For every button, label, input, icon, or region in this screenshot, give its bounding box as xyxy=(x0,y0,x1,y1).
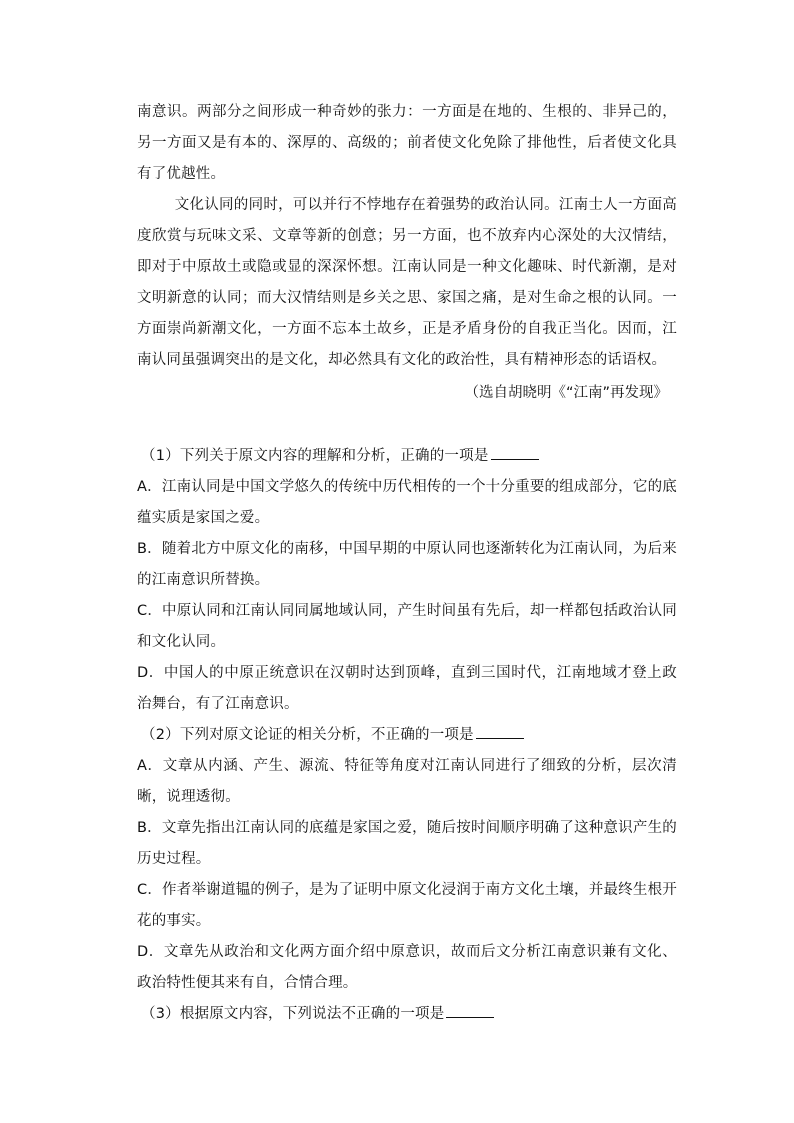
answer-blank xyxy=(476,724,524,739)
question-2-option-b: B．文章先指出江南认同的底蕴是家国之爱，随后按时间顺序明确了这种意识产生的历史过程。 xyxy=(137,820,677,867)
question-2-option-a: A．文章从内涵、产生、源流、特征等角度对江南认同进行了细致的分析，层次清晰，说理透彻。 xyxy=(137,758,677,805)
question-2-text: （2）下列对原文论证的相关分析，不正确的一项是 xyxy=(141,727,474,743)
passage-source: （选自胡晓明《“江南”再发现》 xyxy=(464,385,668,401)
question-1-option-c: C．中原认同和江南认同同属地域认同，产生时间虽有先后，却一样都包括政治认同和文化认同。 xyxy=(137,603,677,650)
question-1-stem xyxy=(137,441,677,472)
answer-blank xyxy=(446,1003,494,1018)
passage-paragraph-2: 文化认同的同时，可以并行不悖地存在着强势的政治认同。江南士人一方面高度欣赏与玩味文采、文章等新的创意；另一方面，也不放弃内心深处的大汉情结，即对于中原故土或隐或显的深深怀想。江南认同是一种文化趣味、时代新潮，是对文明新意的认同；而大汉情结则是乡关之思、家国之痛，是对生命之根的认同。一方面崇尚新潮文化，一方面不忘本土故乡，正是矛盾身份的自我正当化。因而，江南认同虽强调突出的是文化，却必然具有文化的政治性，具有精神形态的话语权。 xyxy=(137,197,677,368)
question-2-option-d: D．文章先从政治和文化两方面介绍中原意识，故而后文分析江南意识兼有文化、政治特性便其来有自，合情合理。 xyxy=(137,944,677,991)
questions-section xyxy=(137,441,677,1030)
question-3-stem xyxy=(137,999,677,1030)
passage xyxy=(137,97,677,376)
question-3-text: （3）根据原文内容，下列说法不正确的一项是 xyxy=(141,1006,445,1022)
question-2-option-c: C．作者举谢道韫的例子，是为了证明中原文化浸润于南方文化土壤，并最终生根开花的事实。 xyxy=(137,882,677,929)
question-1-option-b: B．随着北方中原文化的南移，中国早期的中原认同也逐渐转化为江南认同，为后来的江南意识所替换。 xyxy=(137,541,677,588)
question-1-option-a: A．江南认同是中国文学悠久的传统中历代相传的一个十分重要的组成部分，它的底蕴实质是家国之爱。 xyxy=(137,479,677,526)
question-1-option-d: D．中国人的中原正统意识在汉朝时达到顶峰，直到三国时代，江南地域才登上政治舞台，有了江南意识。 xyxy=(137,665,677,712)
answer-blank xyxy=(491,445,539,460)
question-1-text: （1）下列关于原文内容的理解和分析，正确的一项是 xyxy=(141,448,489,464)
question-2-stem xyxy=(137,720,677,751)
passage-paragraph-1: 南意识。两部分之间形成一种奇妙的张力：一方面是在地的、生根的、非异己的，另一方面又是有本的、深厚的、高级的；前者使文化免除了排他性，后者使文化具有了优越性。 xyxy=(137,104,677,182)
